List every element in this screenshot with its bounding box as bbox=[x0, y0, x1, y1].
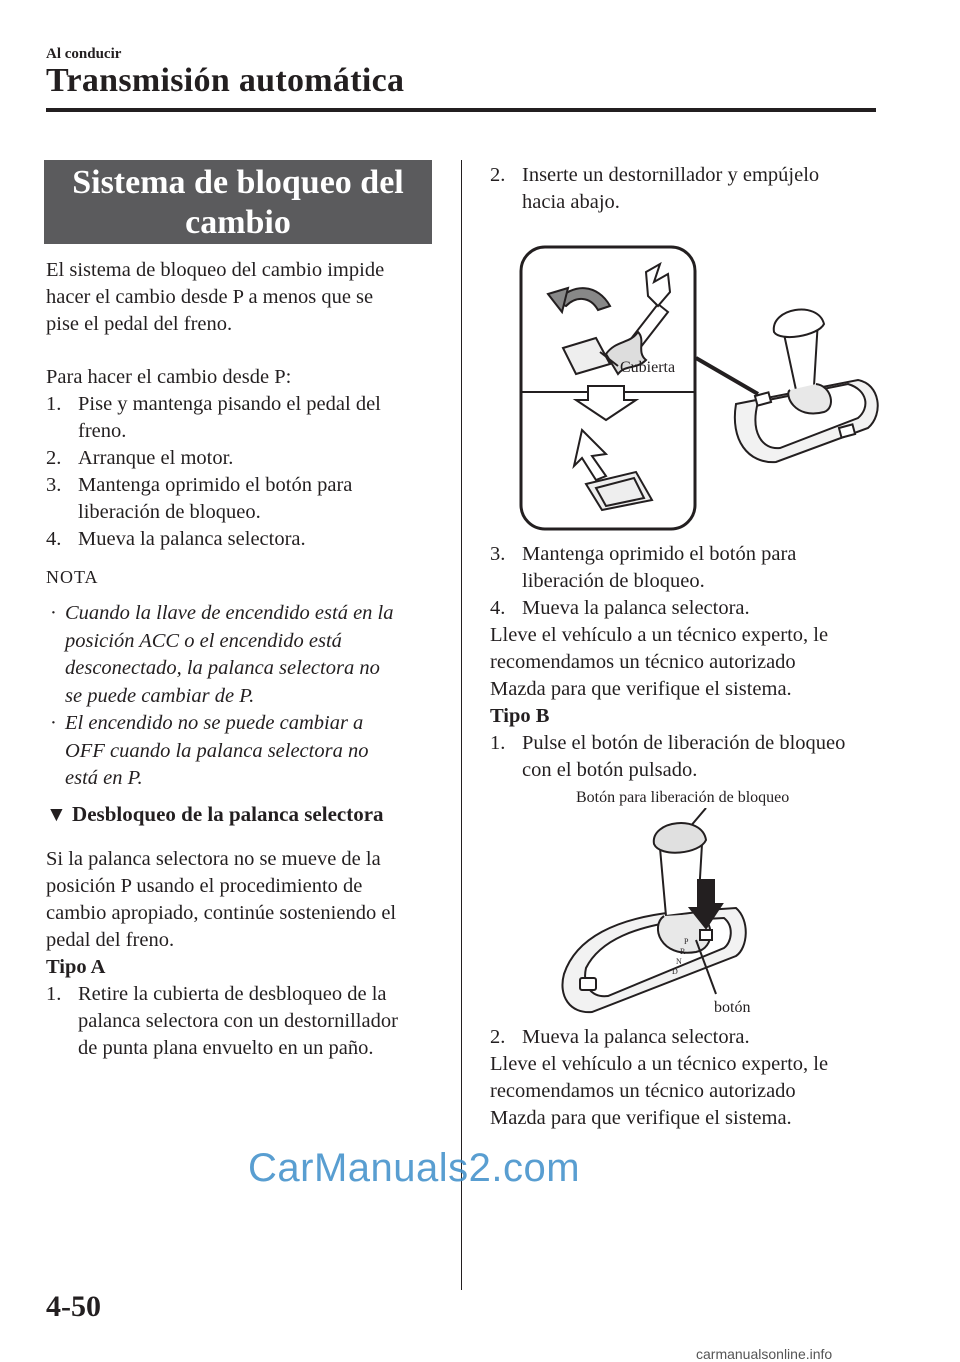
svg-text:N: N bbox=[676, 957, 682, 966]
type-a-step-2: 2. Inserte un destornillador y empújelo hacia abajo. bbox=[490, 164, 820, 213]
subsection-heading-text: Desbloqueo de la palanca selectora bbox=[72, 802, 384, 826]
release-paragraph: Si la palanca selectora no se mueve de la posición P usando el procedimiento de cambio apropiado, continúe sosteniendo el pedal del freno. bbox=[46, 848, 397, 951]
procedure-intro: Para hacer el cambio desde P: bbox=[46, 366, 292, 388]
step-2: 2. Arranque el motor. bbox=[46, 447, 234, 469]
note-item: · Cuando la llave de encendido está en la posición ACC o el encendido está desconectado, la palanca selectora no se puede cambiar de P. bbox=[50, 602, 394, 707]
type-b-advice: Lleve el vehículo a un técnico experto, le recomendamos un técnico autorizado Mazda para que verifique el sistema. bbox=[490, 1053, 829, 1129]
running-section: Al conducir bbox=[46, 46, 122, 62]
type-b-step-2: 2. Mueva la palanca selectora. bbox=[490, 1026, 750, 1048]
triangle-marker-icon: ▼ bbox=[46, 802, 67, 826]
step-4: 4. Mueva la palanca selectora. bbox=[46, 528, 306, 550]
procedure-steps bbox=[46, 391, 441, 553]
type-a-advice: Lleve el vehículo a un técnico experto, le recomendamos un técnico autorizado Mazda para que verifique el sistema. bbox=[490, 624, 829, 700]
watermark: CarManuals2.com bbox=[248, 1146, 581, 1190]
svg-text:P: P bbox=[684, 937, 689, 946]
section-title-box bbox=[44, 160, 432, 244]
type-b-heading: Tipo B bbox=[490, 705, 550, 727]
type-a-step-1: 1. Retire la cubierta de desbloqueo de la palanca selectora con un destornillador de punta plana envuelto en un paño. bbox=[46, 983, 398, 1059]
button-label: botón bbox=[714, 999, 751, 1016]
note-list bbox=[46, 600, 441, 793]
footer-site-watermark: carmanualsonline.info bbox=[696, 1346, 833, 1362]
type-a-step-3: 3. Mantenga oprimido el botón para liberación de bloqueo. bbox=[490, 543, 797, 592]
column-divider bbox=[461, 160, 462, 1290]
type-a-heading: Tipo A bbox=[46, 956, 106, 978]
page-number: 4-50 bbox=[46, 1290, 101, 1323]
subsection-heading bbox=[46, 802, 441, 827]
note-label: NOTA bbox=[46, 567, 99, 587]
section-title-line-1: Sistema de bloqueo del bbox=[72, 164, 404, 201]
header-rule bbox=[46, 108, 876, 112]
step-1: 1. Pise y mantenga pisando el pedal del freno. bbox=[46, 393, 381, 442]
section-title-line-2: cambio bbox=[185, 204, 291, 241]
svg-text:D: D bbox=[672, 967, 678, 976]
note-item: · El encendido no se puede cambiar a OFF cuando la palanca selectora no está en P. bbox=[50, 712, 369, 789]
type-a-step-4: 4. Mueva la palanca selectora. bbox=[490, 597, 750, 619]
svg-text:R: R bbox=[680, 947, 686, 956]
cover-label: Cubierta bbox=[620, 359, 676, 376]
shift-lever-figure bbox=[556, 808, 752, 1028]
type-b-step-1: 1. Pulse el botón de liberación de bloqueo con el botón pulsado. bbox=[490, 732, 846, 781]
step-3: 3. Mantenga oprimido el botón para liberación de bloqueo. bbox=[46, 474, 353, 523]
cover-removal-figure bbox=[518, 244, 890, 534]
intro-paragraph: El sistema de bloqueo del cambio impide hacer el cambio desde P a menos que se pise el pedal del freno. bbox=[46, 259, 385, 335]
running-title: Transmisión automática bbox=[46, 62, 405, 99]
release-button-label: Botón para liberación de bloqueo bbox=[576, 789, 790, 806]
